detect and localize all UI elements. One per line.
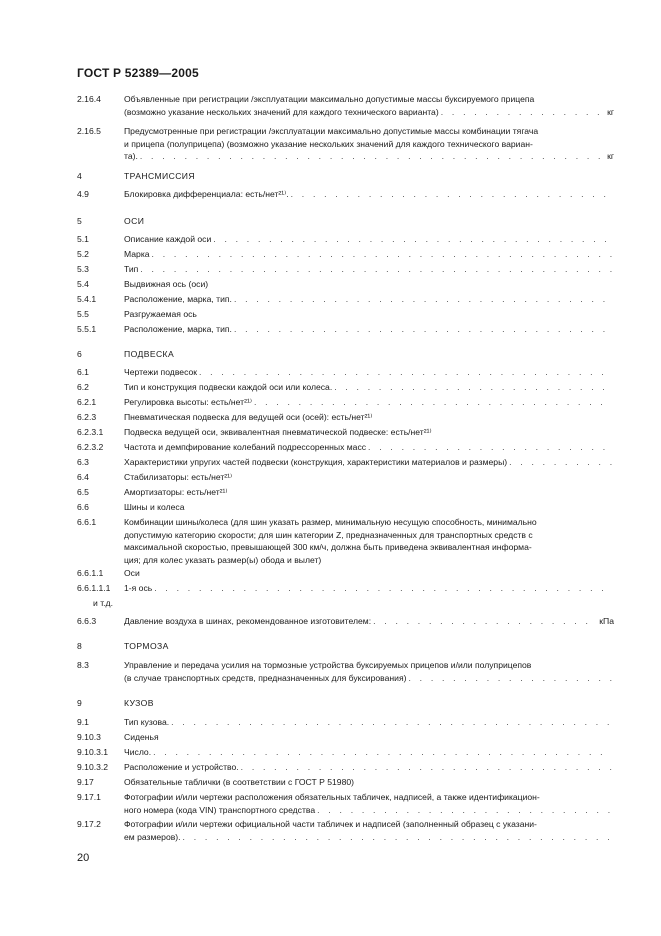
- entry-line: Частота и демпфирование колебаний подрессоренных масс: [124, 442, 367, 452]
- dot-leader: [140, 263, 612, 276]
- entry-number: 4.9: [77, 189, 89, 199]
- entry-line: ПОДВЕСКА: [124, 349, 175, 359]
- dot-leader: [234, 293, 612, 306]
- entry-text: [124, 456, 614, 469]
- entry-line: Фотографии и/или чертежи официальной части табличек и надписей (заполненный образец с указани-: [124, 819, 537, 829]
- dot-leader: [368, 441, 612, 454]
- entry-line: ного номера (кода VIN) транспортного средства: [124, 804, 316, 815]
- entry-text: [124, 125, 614, 163]
- entry-line: и прицепа (полуприцепа) (возможно указание нескольких значений для каждого технического вариан-: [124, 138, 533, 149]
- entry-line: Регулировка высоты: есть/нет²¹⁾: [124, 397, 252, 407]
- entry-number: 9.17.1: [77, 792, 101, 802]
- entry-number: 6.5: [77, 487, 89, 497]
- entry-number: 9.17.2: [77, 819, 101, 829]
- entry-line: Оси: [124, 568, 140, 578]
- entry-number: 9.17: [77, 777, 94, 787]
- dot-leader: [317, 804, 612, 817]
- dot-leader: [241, 761, 612, 774]
- entry-text: [124, 263, 614, 276]
- entry-text: [124, 215, 614, 228]
- entry-line: Расположение и устройство.: [124, 762, 239, 772]
- entry-line: Число.: [124, 747, 152, 757]
- entry-text: [124, 233, 614, 246]
- entry-number: 6.6.3: [77, 616, 97, 626]
- entry-line: Тип: [124, 264, 139, 274]
- entry-text: [124, 486, 614, 499]
- entry-text: [124, 776, 614, 789]
- entry-text: [124, 441, 614, 454]
- entry-number: 5.2: [77, 249, 89, 259]
- dot-leader: [334, 381, 612, 394]
- entry-number: 6.2: [77, 382, 89, 392]
- entry-text: [124, 761, 614, 774]
- entry-line: ТОРМОЗА: [124, 641, 169, 651]
- entry-line: Расположение, марка, тип.: [124, 294, 232, 304]
- dot-leader: [408, 672, 612, 685]
- entry-line: Подвеска ведущей оси, эквивалентная пневматической подвеске: есть/нет²¹⁾: [124, 427, 432, 437]
- unit-label: кПа: [599, 616, 614, 626]
- dot-leader: [291, 188, 612, 201]
- entry-number: 6.2.3.1: [77, 427, 104, 437]
- dot-leader: [199, 366, 612, 379]
- entry-text: [124, 471, 614, 484]
- entry-text: [124, 501, 614, 514]
- entry-text: [124, 746, 614, 759]
- entry-number: 9.10.3.1: [77, 747, 109, 757]
- entry-number: 5.5.1: [77, 324, 97, 334]
- entry-line: Амортизаторы: есть/нет²¹⁾: [124, 487, 228, 497]
- entry-number: 6.6.1.1: [77, 568, 104, 578]
- entry-line: Стабилизаторы: есть/нет²¹⁾: [124, 472, 233, 482]
- entry-text: [124, 396, 614, 409]
- entry-number: 2.16.4: [77, 94, 101, 104]
- entry-line: Тип и конструкция подвески каждой оси или колеса.: [124, 382, 333, 392]
- dot-leader: [234, 323, 612, 336]
- entry-line: ТРАНСМИССИЯ: [124, 171, 195, 181]
- entry-number: 6.2.3.2: [77, 442, 104, 452]
- entry-text: [124, 791, 614, 816]
- entry-line: (возможно указание нескольких значений для каждого технического варианта): [124, 106, 439, 117]
- entry-number: 6.6.1: [77, 517, 97, 527]
- entry-line: Разгружаемая ось: [124, 309, 197, 319]
- entry-line: Расположение, марка, тип.: [124, 324, 232, 334]
- entry-line: (в случае транспортных средств, предназначенных для буксирования): [124, 672, 407, 683]
- dot-leader: [152, 248, 612, 261]
- entry-text: [124, 731, 614, 744]
- entry-line: Обязательные таблички (в соответствии с ГОСТ Р 51980): [124, 777, 354, 787]
- entry-text: [124, 582, 614, 595]
- entry-line: Характеристики упругих частей подвески (конструкция, характеристики материалов и размеры): [124, 457, 508, 467]
- entry-number: 2.16.5: [77, 126, 101, 136]
- entry-text: [124, 615, 614, 628]
- dot-leader: [373, 615, 597, 628]
- entry-line: Управление и передача усилия на тормозные устройства буксируемых прицепов и/или полуприцепов: [124, 660, 532, 670]
- unit-label: кг: [607, 106, 614, 117]
- entry-line: максимальной скоростью, превышающей 300 км/ч, должна быть приведена эквивалентная информа-: [124, 542, 532, 553]
- entry-number: 9: [77, 698, 82, 708]
- entry-number: 6.6.1.1.1: [77, 583, 111, 593]
- entry-line: Комбинации шины/колеса (для шин указать размер, минимальную несущую способность, минимально: [124, 517, 537, 527]
- entry-line: Тип кузова.: [124, 717, 170, 727]
- entry-text: [124, 381, 614, 394]
- entry-line: Чертежи подвесок: [124, 367, 197, 377]
- entry-number: 6.2.1: [77, 397, 97, 407]
- unit-label: кг: [607, 151, 614, 162]
- entry-number: 6.3: [77, 457, 89, 467]
- dot-leader: [213, 233, 612, 246]
- entry-text: [124, 248, 614, 261]
- entry-number: 5.4.1: [77, 294, 97, 304]
- dot-leader: [183, 831, 612, 844]
- entry-text: [124, 278, 614, 291]
- dot-leader: [254, 396, 612, 409]
- entry-line: Выдвижная ось (оси): [124, 279, 209, 289]
- entry-line: допустимую категорию скорости; для шин категории Z, предназначенных для транспортных средств с: [124, 529, 533, 540]
- dot-leader: [441, 106, 605, 119]
- entry-text: [124, 716, 614, 729]
- entry-number: 6: [77, 349, 82, 359]
- entry-line: 1-я ось: [124, 583, 153, 593]
- entry-text: [124, 697, 614, 710]
- entry-number: 6.2.3: [77, 412, 97, 422]
- entry-line: Давление воздуха в шинах, рекомендованное изготовителем:: [124, 616, 372, 626]
- entry-line: Блокировка дифференциала: есть/нет²¹⁾.: [124, 189, 289, 199]
- entry-text: [124, 308, 614, 321]
- dot-leader: [154, 582, 612, 595]
- entry-text: [124, 366, 614, 379]
- entry-number: 5.5: [77, 309, 89, 319]
- dot-leader: [171, 716, 612, 729]
- entry-line: Пневматическая подвеска для ведущей оси (осей): есть/нет²¹⁾: [124, 412, 373, 422]
- entry-number: 6.6: [77, 502, 89, 512]
- entry-number: 5.3: [77, 264, 89, 274]
- entry-number: 9.10.3: [77, 732, 101, 742]
- entry-line: та).: [124, 151, 138, 162]
- dot-leader: [140, 150, 605, 163]
- entry-text: [124, 323, 614, 336]
- dot-leader: [509, 456, 612, 469]
- entry-text: [124, 426, 614, 439]
- entry-text: [124, 659, 614, 684]
- dot-leader: [153, 746, 612, 759]
- entry-line: Описание каждой оси: [124, 234, 212, 244]
- entry-number: 5.1: [77, 234, 89, 244]
- entry-text: [124, 640, 614, 653]
- entry-text: [124, 516, 614, 566]
- page-number: 20: [77, 852, 90, 864]
- entry-number: 9.10.3.2: [77, 762, 109, 772]
- entry-number: 9.1: [77, 717, 89, 727]
- entry-text: [124, 293, 614, 306]
- entry-line: Марка: [124, 249, 150, 259]
- entry-number: 4: [77, 171, 82, 181]
- entry-line: Предусмотренные при регистрации /эксплуатации максимально допустимые массы комбинации тягача: [124, 126, 539, 136]
- document-header: ГОСТ Р 52389—2005: [77, 66, 199, 80]
- entry-line: ем размеров).: [124, 831, 181, 842]
- entry-line: ОСИ: [124, 216, 145, 226]
- entry-number: 6.4: [77, 472, 89, 482]
- entry-number: 6.1: [77, 367, 89, 377]
- entry-line: Фотографии и/или чертежи расположения обязательных табличек, надписей, а также идентификацион-: [124, 792, 540, 802]
- entry-text: [124, 567, 614, 580]
- entry-line: ция; для колес указать размер(ы) обода и вылет): [124, 554, 322, 565]
- entry-number: 8.3: [77, 660, 89, 670]
- entry-line: КУЗОВ: [124, 698, 154, 708]
- entry-number: 8: [77, 641, 82, 651]
- etc-note: и т.д.: [93, 598, 113, 608]
- entry-text: [124, 348, 614, 361]
- entry-number: 5.4: [77, 279, 89, 289]
- entry-number: 5: [77, 216, 82, 226]
- entry-text: [124, 818, 614, 843]
- entry-line: Шины и колеса: [124, 502, 185, 512]
- entry-text: [124, 188, 614, 201]
- entry-text: [124, 93, 614, 118]
- entry-text: [124, 170, 614, 183]
- entry-text: [124, 411, 614, 424]
- entry-line: Объявленные при регистрации /эксплуатации максимально допустимые массы буксируемого прицепа: [124, 94, 535, 104]
- entry-line: Сиденья: [124, 732, 159, 742]
